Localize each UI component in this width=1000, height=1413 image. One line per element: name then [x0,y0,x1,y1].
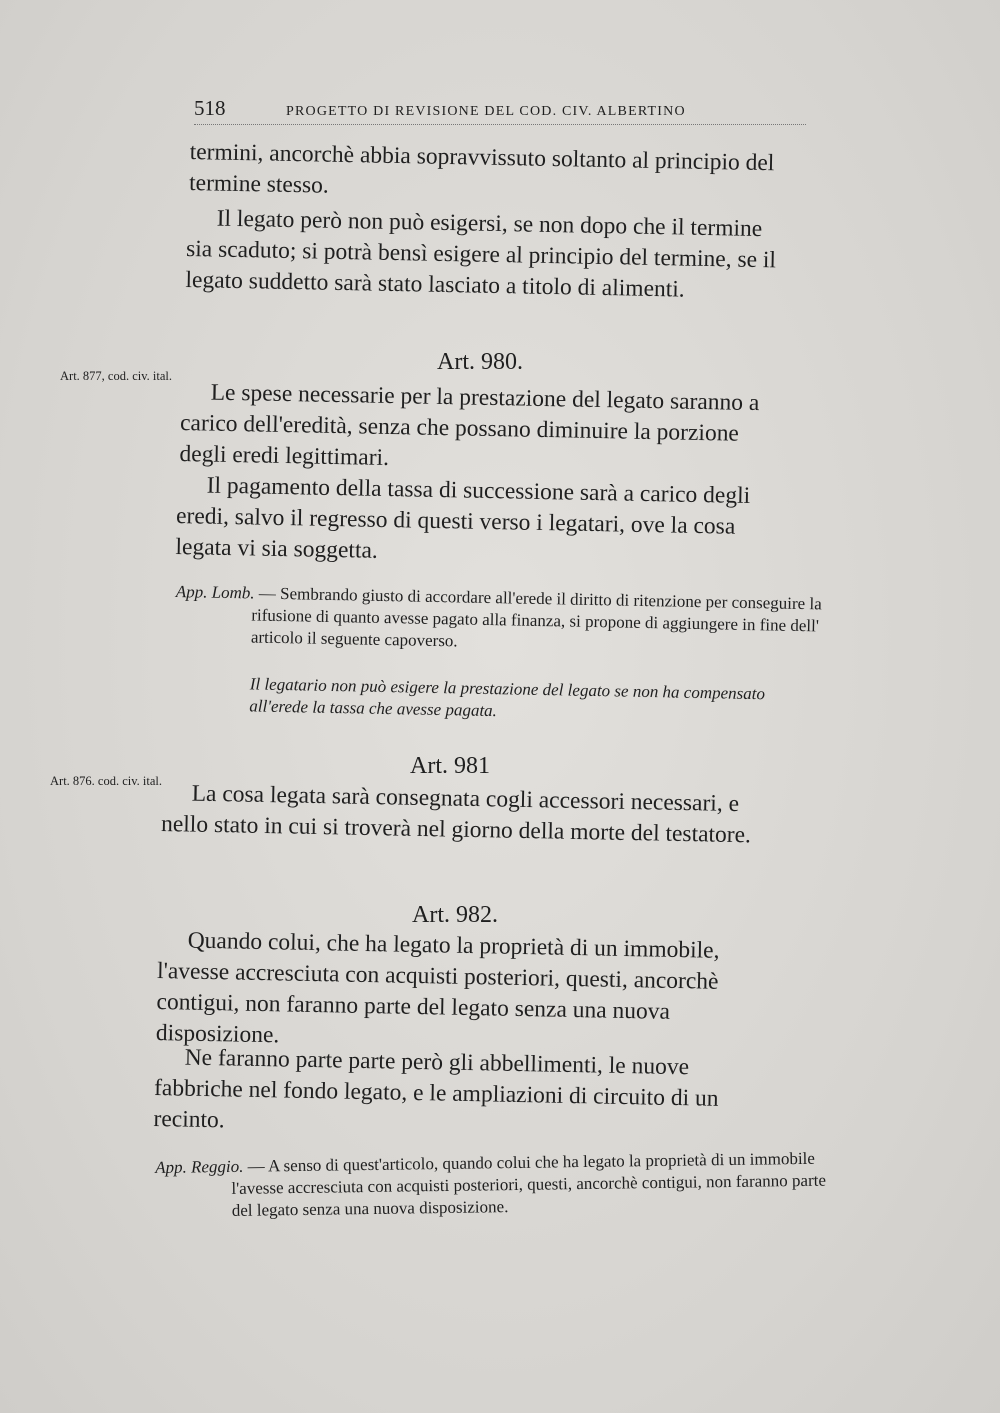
page-number: 518 [194,96,226,120]
article-981-paragraph-1: La cosa legata sarà consegnata cogli accessori necessari, e nello stato in cui si troverà nel giorno della morte del testatore. [160,780,752,849]
article-980-paragraph-1: Le spese necessarie per la prestazione del legato saranno a carico dell'eredità, senza che possano diminuire la porzione degli eredi legittimari. [179,379,760,472]
article-heading-980: Art. 980. [437,349,523,375]
article-982-paragraph-1: Quando colui, che ha legato la proprietà di un immobile, l'avesse accresciuta con acquisti posteriori, questi, ancorchè contigui, non faranno parte del legato senza una nuova disposizione. [155,927,720,1049]
note-label: App. Reggio. [155,1156,244,1177]
margin-note-art-980: Art. 877, cod. civ. ital. [60,369,173,383]
paragraph-continuation: termini, ancorchè abbia sopravvissuto soltanto al principio del termine stesso. [188,138,775,199]
article-982-paragraph-2: Ne faranno parte parte però gli abbellimenti, le nuove fabbriche nel fondo legato, e le ampliazioni di circuito di un recinto. [153,1044,719,1134]
running-title: PROGETTO DI REVISIONE DEL COD. CIV. ALBERTINO [286,104,686,119]
page-header [194,96,806,125]
note-text: — Sembrando giusto di accordare all'erede il diritto di ritenzione per conseguire la rifusione di quanto avesse pagato alla finanza, si propone di aggiungere in fine dell' articolo il seguente capoverso. [250,583,822,651]
note-label: App. Lomb. [175,581,255,603]
margin-note-art-981: Art. 876. cod. civ. ital. [50,774,163,788]
appendix-note-lomb [175,581,862,660]
appendix-note-reggio [155,1147,842,1223]
article-heading-981: Art. 981 [410,753,490,779]
note-text: — A senso di quest'articolo, quando colui che ha legato la proprietà di un immobile l'avesse accresciuta con acquisti posteriori, questi, ancorchè contigui, non faranno parte del legato senza una nuova disposizione. [231,1148,827,1220]
paragraph-legato: Il legato però non può esigersi, se non dopo che il termine sia scaduto; si potrà bensì esigere al principio del termine, se il legato suddetto sarà stato lasciato a titolo di alimenti. [185,205,777,303]
article-heading-982: Art. 982. [412,902,498,928]
appendix-note-quote: Il legatario non può esigere la prestazione del legato se non ha compensato all'erede la tassa che avesse pagata. [249,674,766,721]
article-980-paragraph-2: Il pagamento della tassa di successione sarà a carico degli eredi, salvo il regresso di questi verso i legatari, ove la cosa legata vi sia soggetta. [175,472,751,564]
